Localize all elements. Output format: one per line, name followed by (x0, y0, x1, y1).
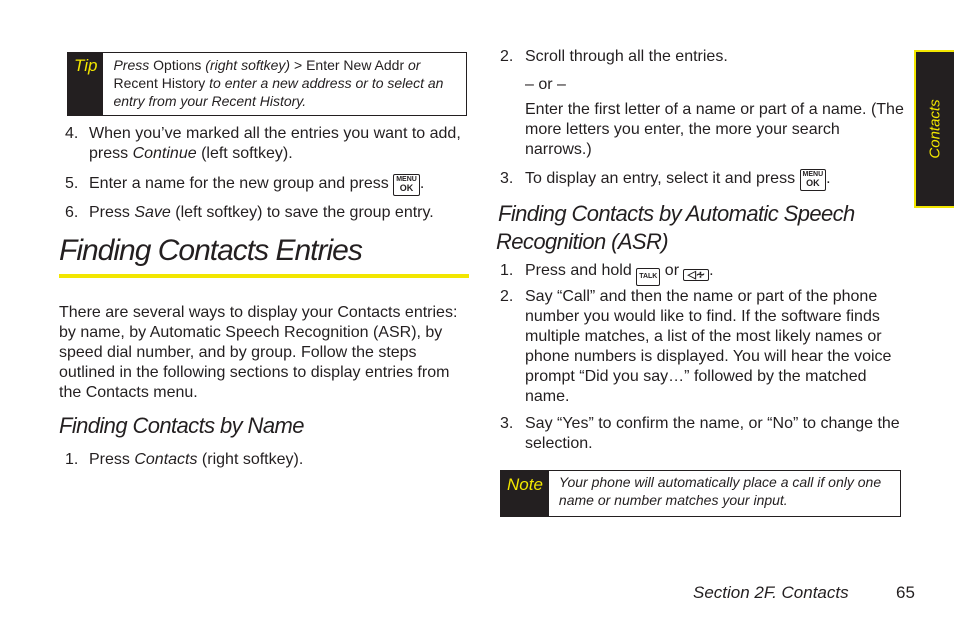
continue-softkey-label: Continue (132, 145, 197, 162)
by-name-step-post: (right softkey). (197, 451, 304, 468)
tip-box (67, 52, 467, 116)
step-number: 1. (65, 451, 79, 468)
tip-text-5: or (404, 57, 421, 73)
footer-section: Section 2F. Contacts (693, 583, 849, 602)
heading-asr-line1: Finding Contacts by Automatic Speech (498, 201, 855, 226)
or-separator: – or – (525, 76, 566, 93)
step-4-line1: When you’ve marked all the entries you want to add, (89, 125, 461, 142)
tip-text-3: (right softkey) (201, 57, 294, 73)
note-text: Your phone will automatically place a call if only one name or number matches your input. (558, 474, 882, 508)
note-box (500, 470, 901, 517)
save-softkey-label: Save (134, 204, 171, 221)
side-tab-label: Contacts (926, 99, 944, 159)
speaker-key-icon: ◁∻ (683, 269, 709, 281)
right-step-2-text: Scroll through all the entries. (525, 48, 728, 65)
heading-by-name: Finding Contacts by Name (59, 413, 304, 438)
asr-step-3-text: Say “Yes” to confirm the name, or “No” to change the selection. (525, 415, 900, 452)
step-number: 1. (500, 262, 514, 279)
asr-step-2-text: Say “Call” and then the name or part of the phone number you would like to find. If the software finds multiple matches, a list of the most likely names or phone numbers is displayed. You will hear the voice prompt “Did you say…” followed by the matched name. (525, 288, 892, 405)
by-name-step-pre: Press (89, 451, 135, 468)
asr-step-1-pre: Press and hold (525, 262, 637, 279)
step-number: 2. (500, 48, 514, 65)
alt-instruction: Enter the first letter of a name or part of a name. (The more letters you enter, the more your search narrows.) (525, 101, 904, 158)
tip-text-6: Recent History (113, 75, 206, 91)
step-number: 6. (65, 204, 79, 221)
tip-text-4: > Enter New Addr (294, 57, 405, 73)
step-6-post: (left softkey) to save the group entry. (170, 204, 434, 221)
intro-paragraph: There are several ways to display your Contacts entries: by name, by Automatic Speech Recognition (ASR), by speed dial number, and by group. Follow the steps outlined in the following sections to display entries from the Contacts menu. (59, 304, 458, 401)
step-6-pre: Press (89, 204, 135, 221)
tip-label: Tip (68, 53, 103, 115)
step-number: 3. (500, 415, 514, 432)
section-title: Finding Contacts Entries (59, 234, 362, 267)
step-4-post: (left softkey). (196, 145, 293, 162)
menu-ok-key-icon: MENU OK (800, 169, 827, 191)
tip-text-2: Options (153, 57, 202, 73)
menu-ok-key-icon: MENU OK (393, 174, 420, 196)
right-step-3-post: . (826, 170, 831, 187)
step-number: 4. (65, 125, 79, 142)
step-number: 2. (500, 288, 514, 305)
side-tab-contacts (914, 50, 954, 208)
tip-text-7: to enter a new address or to select an entry from your Recent History. (113, 75, 444, 109)
asr-step-1-post: . (709, 262, 714, 279)
step-number: 3. (500, 170, 514, 187)
contacts-softkey-label: Contacts (134, 451, 198, 468)
tip-text (103, 53, 466, 115)
step-5-post: . (419, 175, 425, 192)
heading-asr-line2: Recognition (ASR) (496, 229, 668, 254)
step-5-pre: Enter a name for the new group and press (89, 175, 394, 192)
page-number: 65 (896, 583, 915, 602)
right-step-3-pre: To display an entry, select it and press (525, 170, 800, 187)
note-label: Note (501, 471, 549, 516)
step-number: 5. (65, 175, 79, 192)
talk-key-icon: TALK (636, 268, 660, 286)
tip-text-1: Press (113, 57, 154, 73)
asr-step-1-mid: or (660, 262, 684, 279)
step-4-pre: press (89, 145, 133, 162)
title-underline (59, 274, 469, 278)
